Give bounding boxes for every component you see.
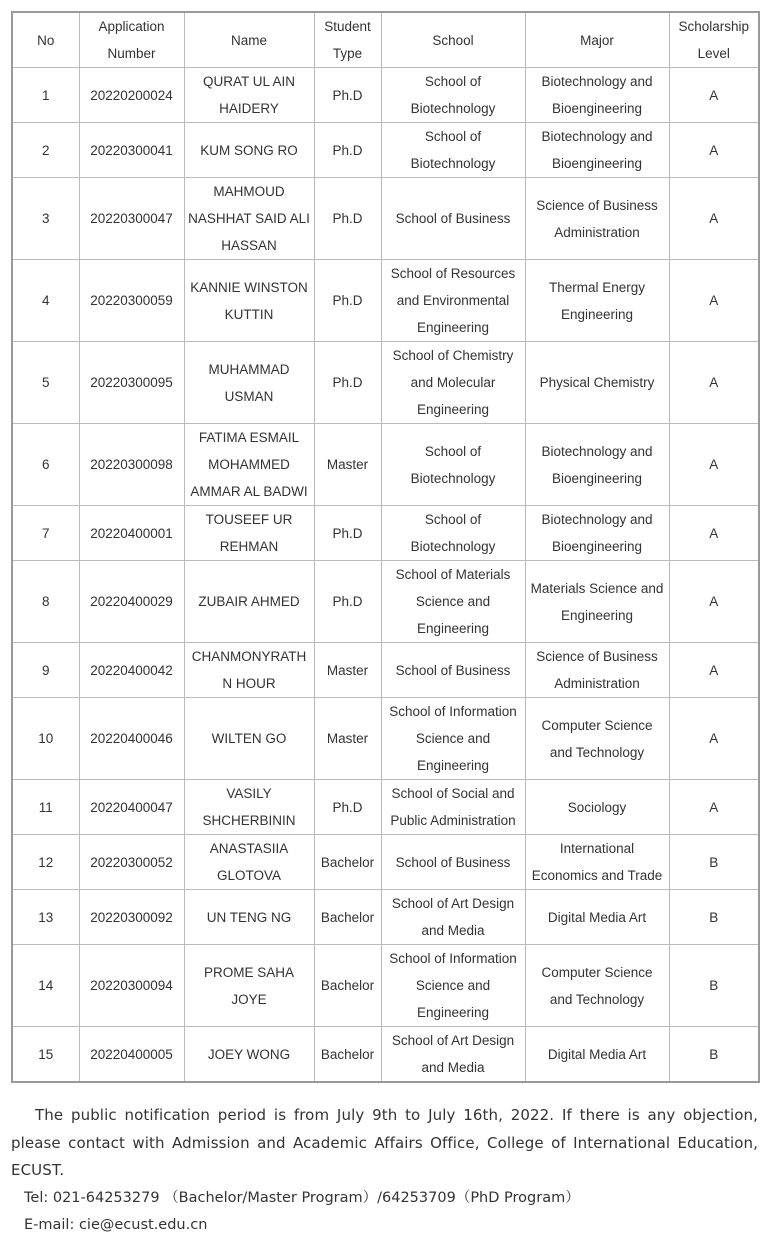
cell-student-type: Bachelor: [314, 835, 381, 890]
table-row: [12, 835, 759, 890]
cell-scholarship-level: A: [669, 123, 759, 178]
table-row: [12, 780, 759, 835]
header-student-type: Student Type: [314, 12, 381, 68]
cell-student-type: Ph.D: [314, 506, 381, 561]
cell-school: School of Business: [381, 835, 525, 890]
header-no: No: [12, 12, 79, 68]
table-row: [12, 260, 759, 342]
table-row: [12, 178, 759, 260]
cell-major: International Economics and Trade: [525, 835, 669, 890]
cell-no: 12: [12, 835, 79, 890]
cell-no: 1: [12, 68, 79, 123]
notice-paragraph: The public notification period is from July 9th to July 16th, 2022. If there is any objection, please contact with Admission and Academic Affairs Office, College of International Education, ECUST.: [11, 1106, 758, 1179]
cell-student-type: Bachelor: [314, 1027, 381, 1083]
cell-major: Science of Business Administration: [525, 643, 669, 698]
cell-major: Physical Chemistry: [525, 342, 669, 424]
cell-student-type: Master: [314, 643, 381, 698]
table-row: [12, 698, 759, 780]
cell-major: Biotechnology and Bioengineering: [525, 424, 669, 506]
cell-scholarship-level: B: [669, 890, 759, 945]
cell-application-number: 20220400047: [79, 780, 184, 835]
cell-scholarship-level: A: [669, 643, 759, 698]
header-school: School: [381, 12, 525, 68]
cell-student-type: Master: [314, 698, 381, 780]
cell-school: School of Biotechnology: [381, 68, 525, 123]
cell-application-number: 20220300047: [79, 178, 184, 260]
cell-scholarship-level: A: [669, 260, 759, 342]
cell-name: JOEY WONG: [184, 1027, 314, 1083]
cell-school: School of Chemistry and Molecular Engineering: [381, 342, 525, 424]
table-row: [12, 68, 759, 123]
cell-school: School of Materials Science and Engineering: [381, 561, 525, 643]
cell-name: ZUBAIR AHMED: [184, 561, 314, 643]
cell-school: School of Resources and Environmental Engineering: [381, 260, 525, 342]
cell-application-number: 20220400001: [79, 506, 184, 561]
cell-student-type: Master: [314, 424, 381, 506]
cell-major: Biotechnology and Bioengineering: [525, 68, 669, 123]
table-row: [12, 643, 759, 698]
cell-scholarship-level: A: [669, 178, 759, 260]
header-application-number: Application Number: [79, 12, 184, 68]
cell-major: Digital Media Art: [525, 890, 669, 945]
cell-scholarship-level: B: [669, 835, 759, 890]
table-header-row: [12, 12, 759, 68]
cell-name: WILTEN GO: [184, 698, 314, 780]
table-row: [12, 945, 759, 1027]
cell-name: KUM SONG RO: [184, 123, 314, 178]
cell-name: ANASTASIIA GLOTOVA: [184, 835, 314, 890]
cell-no: 5: [12, 342, 79, 424]
cell-no: 10: [12, 698, 79, 780]
contact-telephone: Tel: 021-64253279 （Bachelor/Master Program）/64253709（PhD Program）: [24, 1189, 580, 1206]
header-scholarship-level: Scholarship Level: [669, 12, 759, 68]
cell-student-type: Ph.D: [314, 123, 381, 178]
cell-no: 13: [12, 890, 79, 945]
cell-student-type: Ph.D: [314, 178, 381, 260]
table-row: [12, 890, 759, 945]
cell-major: Biotechnology and Bioengineering: [525, 123, 669, 178]
scholarship-table: [11, 11, 760, 1083]
table-row: [12, 424, 759, 506]
cell-no: 7: [12, 506, 79, 561]
cell-no: 15: [12, 1027, 79, 1083]
scholarship-table-container: [11, 11, 758, 1083]
header-name: Name: [184, 12, 314, 68]
cell-application-number: 20220400029: [79, 561, 184, 643]
cell-school: School of Business: [381, 178, 525, 260]
contact-email: E-mail: cie@ecust.edu.cn: [24, 1217, 208, 1233]
cell-major: Digital Media Art: [525, 1027, 669, 1083]
cell-application-number: 20220300095: [79, 342, 184, 424]
cell-no: 14: [12, 945, 79, 1027]
cell-name: FATIMA ESMAIL MOHAMMED AMMAR AL BADWI: [184, 424, 314, 506]
cell-no: 8: [12, 561, 79, 643]
table-row: [12, 561, 759, 643]
cell-school: School of Biotechnology: [381, 506, 525, 561]
notice-section: [11, 1102, 758, 1240]
cell-major: Computer Science and Technology: [525, 698, 669, 780]
cell-application-number: 20220300041: [79, 123, 184, 178]
cell-school: School of Information Science and Engineering: [381, 945, 525, 1027]
table-row: [12, 342, 759, 424]
cell-application-number: 20220300098: [79, 424, 184, 506]
cell-name: MAHMOUD NASHHAT SAID ALI HASSAN: [184, 178, 314, 260]
cell-major: Computer Science and Technology: [525, 945, 669, 1027]
cell-scholarship-level: A: [669, 780, 759, 835]
cell-major: Thermal Energy Engineering: [525, 260, 669, 342]
cell-school: School of Biotechnology: [381, 123, 525, 178]
table-row: [12, 1027, 759, 1083]
cell-name: QURAT UL AIN HAIDERY: [184, 68, 314, 123]
cell-major: Materials Science and Engineering: [525, 561, 669, 643]
cell-major: Science of Business Administration: [525, 178, 669, 260]
cell-scholarship-level: A: [669, 506, 759, 561]
cell-student-type: Bachelor: [314, 945, 381, 1027]
cell-name: CHANMONYRATHN HOUR: [184, 643, 314, 698]
cell-student-type: Ph.D: [314, 260, 381, 342]
cell-name: PROME SAHA JOYE: [184, 945, 314, 1027]
cell-scholarship-level: A: [669, 342, 759, 424]
cell-student-type: Ph.D: [314, 342, 381, 424]
cell-major: Sociology: [525, 780, 669, 835]
cell-student-type: Bachelor: [314, 890, 381, 945]
cell-school: School of Art Design and Media: [381, 890, 525, 945]
table-row: [12, 123, 759, 178]
cell-scholarship-level: A: [669, 561, 759, 643]
cell-scholarship-level: B: [669, 945, 759, 1027]
cell-student-type: Ph.D: [314, 780, 381, 835]
cell-school: School of Information Science and Engineering: [381, 698, 525, 780]
cell-no: 2: [12, 123, 79, 178]
cell-scholarship-level: B: [669, 1027, 759, 1083]
cell-application-number: 20220300092: [79, 890, 184, 945]
table-row: [12, 506, 759, 561]
cell-application-number: 20220300052: [79, 835, 184, 890]
cell-no: 9: [12, 643, 79, 698]
cell-school: School of Social and Public Administration: [381, 780, 525, 835]
cell-school: School of Art Design and Media: [381, 1027, 525, 1083]
cell-application-number: 20220400042: [79, 643, 184, 698]
cell-name: VASILY SHCHERBININ: [184, 780, 314, 835]
cell-name: MUHAMMAD USMAN: [184, 342, 314, 424]
cell-school: School of Business: [381, 643, 525, 698]
cell-no: 3: [12, 178, 79, 260]
cell-scholarship-level: A: [669, 68, 759, 123]
cell-scholarship-level: A: [669, 698, 759, 780]
cell-application-number: 20220200024: [79, 68, 184, 123]
cell-application-number: 20220400005: [79, 1027, 184, 1083]
cell-no: 11: [12, 780, 79, 835]
cell-application-number: 20220300059: [79, 260, 184, 342]
cell-school: School of Biotechnology: [381, 424, 525, 506]
cell-name: UN TENG NG: [184, 890, 314, 945]
cell-student-type: Ph.D: [314, 561, 381, 643]
cell-application-number: 20220300094: [79, 945, 184, 1027]
header-major: Major: [525, 12, 669, 68]
cell-student-type: Ph.D: [314, 68, 381, 123]
table-body: [12, 68, 759, 1083]
cell-major: Biotechnology and Bioengineering: [525, 506, 669, 561]
cell-application-number: 20220400046: [79, 698, 184, 780]
cell-name: KANNIE WINSTON KUTTIN: [184, 260, 314, 342]
cell-name: TOUSEEF UR REHMAN: [184, 506, 314, 561]
cell-no: 4: [12, 260, 79, 342]
cell-scholarship-level: A: [669, 424, 759, 506]
cell-no: 6: [12, 424, 79, 506]
